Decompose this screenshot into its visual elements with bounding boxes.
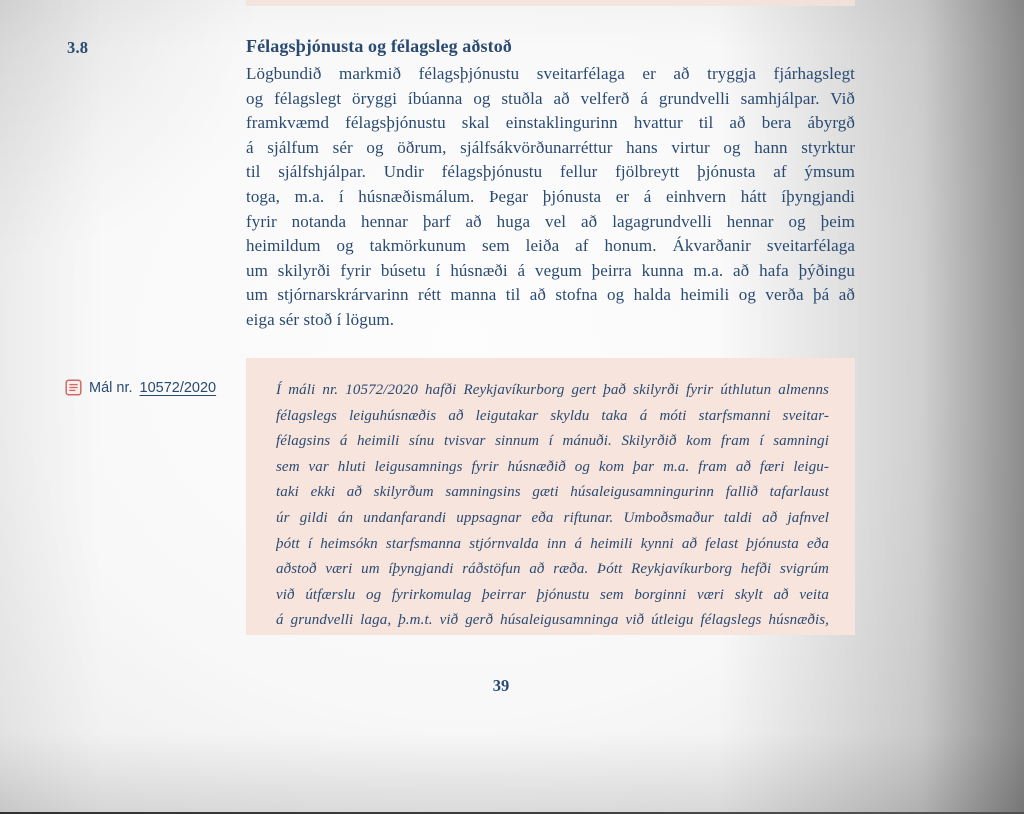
body-line: Lögbundið markmið félagsþjónustu sveitarfélaga er að tryggja fjárhagslegt: [246, 64, 855, 83]
body-line: eiga sér stoð í lögum.: [246, 309, 395, 329]
section-heading: Félagsþjónusta og félagsleg aðstoð: [246, 36, 512, 56]
quote-line: á grundvelli laga, þ.m.t. við gerð húsaleigusamninga við útleigu félagslegs húsnæðis,: [276, 612, 829, 629]
quote-line: félagsins á heimili sínu tvisvar sinnum í mánuði. Skilyrðið kom fram í samningi: [276, 433, 829, 450]
body-line: til sjálfshjálpar. Undir félagsþjónustu fellur fjölbreytt þjónusta af ýmsum: [246, 162, 855, 182]
quote-line: aðstoð væri um íþyngjandi ráðstöfun að ræða. Þótt Reykjavíkurborg hefði svigrúm: [276, 561, 829, 578]
case-reference: [65, 379, 216, 396]
quote-line: félagslegs leiguhúsnæðis að leigutakar skyldu taka á móti starfsmanni sveitar-: [276, 407, 829, 424]
body-line: og félagslegt öryggi íbúanna og stuðla að velferð á grundvelli samhjálpar. Við: [246, 88, 855, 108]
body-paragraph: [246, 62, 855, 333]
body-line: fyrir notanda hennar þarf að huga vel að lagagrundvelli hennar og þeim: [246, 211, 855, 231]
quote-line: sem var hluti leigusamnings fyrir húsnæðið og kom þar m.a. fram að færi leigu-: [276, 458, 829, 475]
case-document-icon: [65, 379, 82, 396]
body-line: heimildum og takmörkunum sem leiða af honum. Ákvarðanir sveitarfélaga: [246, 236, 855, 256]
body-line: um skilyrði fyrir búsetu í húsnæði á vegum þeirra kunna m.a. að hafa þýðingu: [246, 260, 855, 280]
body-line: um stjórnarskrárvarinn rétt manna til að stofna og halda heimili og verða þá að: [246, 285, 855, 305]
case-number-link[interactable]: 10572/2020: [139, 379, 217, 396]
quote-line: úr gildi án undanfarandi uppsagnar eða riftunar. Umboðsmaður taldi að jafnvel: [276, 509, 829, 526]
quote-line: taki ekki að skilyrðum samningsins gæti húsaleigusamningurinn fallið tafarlaust: [276, 484, 829, 501]
case-label: Mál nr.: [89, 379, 133, 396]
page-number: 39: [492, 676, 510, 695]
case-summary-box: [246, 358, 855, 635]
quote-line: Í máli nr. 10572/2020 hafði Reykjavíkurborg gert það skilyrði fyrir úthlutun almenns: [276, 382, 829, 398]
body-line: á sjálfum sér og öðrum, sjálfsákvörðunarréttur hans virtur og hann styrktur: [246, 137, 855, 157]
quote-line: þótt í heimsókn starfsmanna stjórnvalda inn á heimili kynni að felast þjónusta eða: [276, 535, 829, 552]
section-number: 3.8: [67, 38, 89, 57]
previous-quote-box-edge: [246, 0, 855, 6]
quote-line: við útfærslu og fyrirkomulag þeirrar þjónustu sem borginni væri skylt að veita: [276, 586, 829, 603]
body-line: toga, m.a. í húsnæðismálum. Þegar þjónusta er á einhvern hátt íþyngjandi: [246, 186, 855, 206]
body-line: framkvæmd félagsþjónustu skal einstaklingurinn hvattur til að bera ábyrgð: [246, 113, 855, 133]
